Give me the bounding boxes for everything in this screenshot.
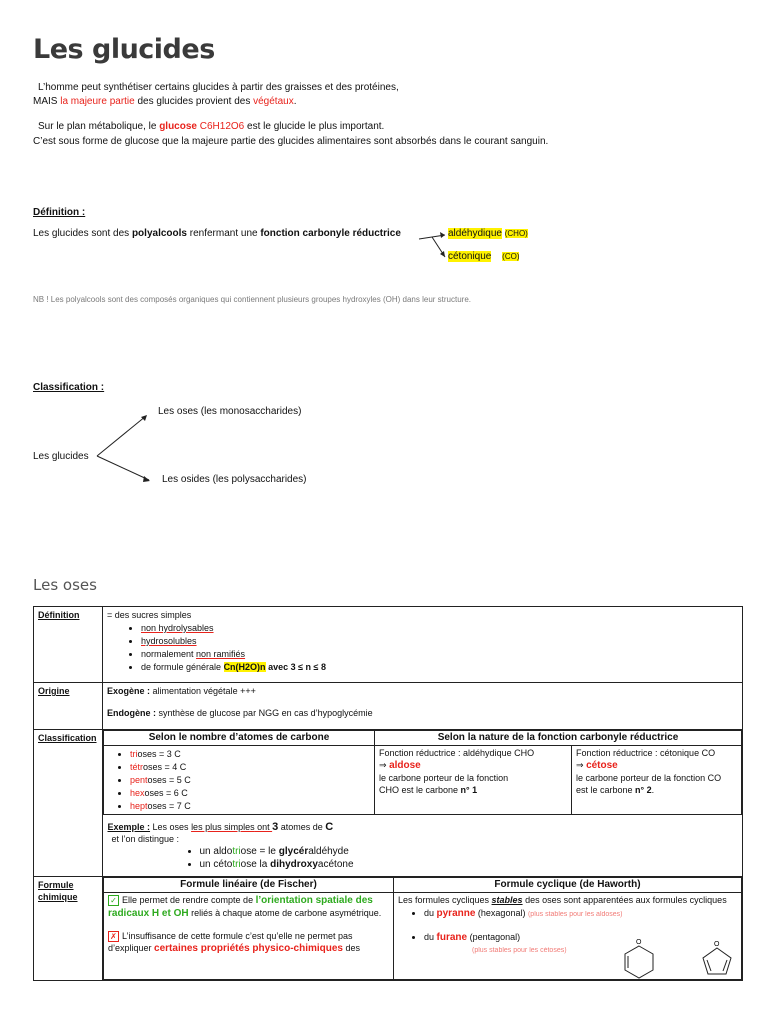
furan-ring-icon <box>699 940 735 978</box>
cetose-cell: Fonction réductrice : cétonique CO ⇒ cétose le carbone porteur de la fonction CO est le carbone n° 2. <box>572 746 742 815</box>
classification-branch-oses: Les oses (les monosaccharides) <box>158 406 302 417</box>
def-item: • non hydrolysables <box>141 622 738 634</box>
fischer-cell <box>104 893 394 980</box>
example-item: • un cétotriose la dihydroxyacétone <box>200 859 738 871</box>
haworth-p1: Les formules cycliques stables des oses sont apparentées aux formules cycliques <box>398 895 727 905</box>
aldose-cell: Fonction réductrice : aldéhydique CHO ⇒ aldose le carbone porteur de la fonction CHO est le carbone n° 1 <box>375 746 572 815</box>
carbon-item: • pentoses = 5 C <box>130 774 370 786</box>
nb-note: NB ! Les polyalcools sont des composés organiques qui contiennent plusieurs groupes hydroxyles (OH) dans leur structure. <box>33 295 472 304</box>
carbon-item: • trioses = 3 C <box>130 748 370 760</box>
example-line-2: et l’on distingue : <box>111 834 180 844</box>
intro-line-1: L’homme peut synthétiser certains glucides à partir des graisses et des protéines, <box>38 82 399 93</box>
label-formule: Formule chimique <box>34 877 103 981</box>
page-title: Les glucides <box>33 34 215 65</box>
svg-text:O: O <box>636 939 642 946</box>
oses-table <box>33 606 743 981</box>
row-formule <box>34 877 743 981</box>
section-title-oses: Les oses <box>33 576 97 594</box>
intro-line-3: Sur le plan métabolique, le glucose C6H12O6 est le glucide le plus important. <box>38 121 385 132</box>
row-definition <box>34 607 743 683</box>
fischer-p1: ✓ Elle permet de rendre compte de l’orientation spatiale des radicaux H et OH reliés à chaque atome de carbone asymétrique. <box>108 895 382 919</box>
row-classification <box>34 730 743 877</box>
row-origine <box>34 683 743 730</box>
furane-item: • du furane (pentagonal) <box>424 931 737 944</box>
check-icon: ✓ <box>108 895 119 906</box>
cross-icon: ✗ <box>108 931 119 942</box>
def-intro: = des sucres simples <box>107 610 192 620</box>
carbon-item: • heptoses = 7 C <box>130 800 370 812</box>
fischer-p2: ✗ L’insuffisance de cette formule c’est qu’elle ne permet pas d’expliquer certaines propriétés physico-chimiques des <box>108 931 360 954</box>
def-item: • hydrosolubles <box>141 635 738 647</box>
definition-heading: Définition : <box>33 207 86 218</box>
label-definition: Définition <box>34 607 103 683</box>
furane-note: (plus stables pour les cétoses) <box>472 947 567 954</box>
endogene-line: Endogène : synthèse de glucose par NGG en cas d’hypoglycémie <box>107 708 373 718</box>
aldehyde-label: aldéhydique (CHO) <box>448 228 528 239</box>
example-cell <box>104 815 742 877</box>
intro-line-4: C’est sous forme de glucose que la majeure partie des glucides alimentaires sont absorbés dans le courant sanguin. <box>33 136 549 147</box>
svg-text:O: O <box>714 941 720 948</box>
classification-subtable <box>103 730 742 876</box>
cell-definition <box>103 607 743 683</box>
carbon-item: • hexoses = 6 C <box>130 787 370 799</box>
def-item: • de formule générale Cn(H2O)n avec 3 ≤ n ≤ 8 <box>141 661 738 673</box>
label-origine: Origine <box>34 683 103 730</box>
formule-subtable <box>103 877 742 980</box>
cell-origine <box>103 683 743 730</box>
example-item: • un aldotriose = le glycéraldéhyde <box>200 846 738 858</box>
classification-arrows <box>94 410 154 486</box>
exogene-line: Exogène : alimentation végétale +++ <box>107 686 256 696</box>
carbon-item: • tétroses = 4 C <box>130 761 370 773</box>
cell-formule <box>103 877 743 981</box>
pyran-ring-icon <box>619 938 659 980</box>
cell-classification <box>103 730 743 877</box>
classification-root: Les glucides <box>33 451 89 462</box>
class-header-carbon: Selon le nombre d’atomes de carbone <box>104 731 375 746</box>
example-line-1: Exemple : Les oses les plus simples ont 3 atomes de C <box>107 821 334 833</box>
classification-branch-osides: Les osides (les polysaccharides) <box>162 474 307 485</box>
carbon-list-cell <box>104 746 375 815</box>
definition-arrows <box>417 230 449 262</box>
classification-heading: Classification : <box>33 382 105 393</box>
pyranne-item: • du pyranne (hexagonal) (plus stables pour les aldoses) <box>424 907 737 921</box>
definition-text: Les glucides sont des polyalcools renfermant une fonction carbonyle réductrice <box>33 228 401 239</box>
def-item: • normalement non ramifiés <box>141 648 738 660</box>
intro-line-2: MAIS la majeure partie des glucides provient des végétaux. <box>33 96 297 107</box>
haworth-cell <box>394 893 742 980</box>
class-header-fonction: Selon la nature de la fonction carbonyle réductrice <box>375 731 742 746</box>
fischer-header: Formule linéaire (de Fischer) <box>104 878 394 893</box>
label-classification: Classification <box>34 730 103 877</box>
haworth-header: Formule cyclique (de Haworth) <box>394 878 742 893</box>
cetone-label: cétonique (CO) <box>448 251 520 262</box>
